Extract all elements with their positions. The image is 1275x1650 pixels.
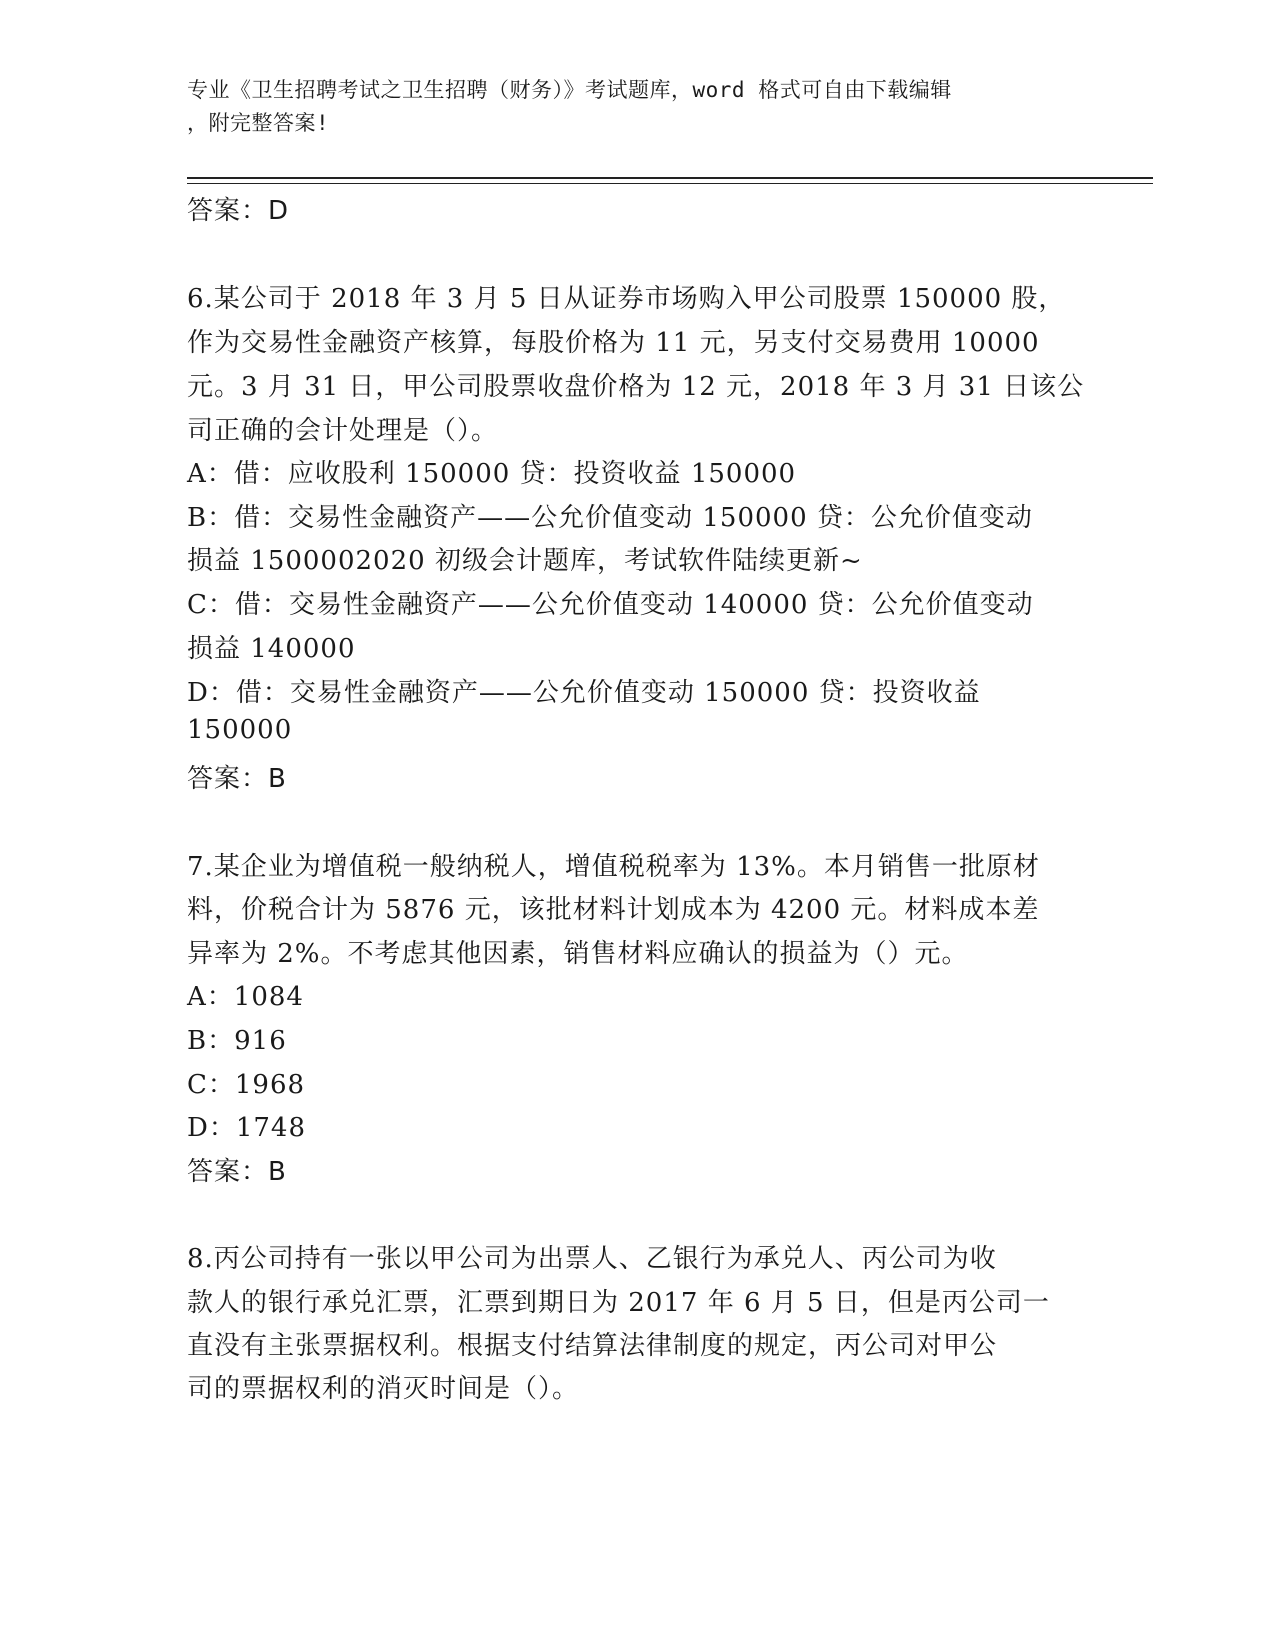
q7-stem-line-2: 料，价税合计为 5876 元，该批材料计划成本为 4200 元。材料成本差	[187, 895, 1040, 925]
q8-stem-line-3: 直没有主张票据权利。根据支付结算法律制度的规定，丙公司对甲公	[187, 1331, 998, 1361]
q6-answer: 答案：B	[187, 764, 287, 794]
q8-stem-line-1: 8.丙公司持有一张以甲公司为出票人、乙银行为承兑人、丙公司为收	[187, 1244, 997, 1274]
header-line-1: 专业《卫生招聘考试之卫生招聘（财务）》考试题库，word 格式可自由下载编辑	[187, 78, 952, 102]
q7-option-d: D：1748	[187, 1113, 307, 1143]
document-header	[187, 74, 1067, 140]
q7-stem-line-1: 7.某企业为增值税一般纳税人，增值税税率为 13%。本月销售一批原材	[187, 852, 1040, 882]
q8-stem-line-2: 款人的银行承兑汇票，汇票到期日为 2017 年 6 月 5 日，但是丙公司一	[187, 1288, 1050, 1318]
q6-option-c: C：借：交易性金融资产——公允价值变动 140000 贷：公允价值变动	[187, 590, 1034, 620]
prev-answer: 答案：D	[187, 196, 290, 226]
q6-option-d: D：借：交易性金融资产——公允价值变动 150000 贷：投资收益	[187, 678, 981, 708]
q6-option-c-cont: 损益 140000	[187, 634, 356, 664]
q6-stem-line-1: 6.某公司于 2018 年 3 月 5 日从证券市场购入甲公司股票 150000 股，	[187, 284, 1066, 314]
q7-option-c: C：1968	[187, 1070, 306, 1100]
q7-option-b: B：916	[187, 1026, 287, 1056]
header-divider-thick	[187, 177, 1153, 179]
q7-stem-line-3: 异率为 2%。不考虑其他因素，销售材料应确认的损益为（）元。	[187, 939, 969, 969]
q6-option-b-cont: 损益 1500002020 初级会计题库，考试软件陆续更新~	[187, 546, 863, 576]
q6-option-b: B：借：交易性金融资产——公允价值变动 150000 贷：公允价值变动	[187, 503, 1033, 533]
q6-option-d-cont: 150000	[187, 715, 293, 745]
q7-option-a: A：1084	[187, 982, 304, 1012]
header-divider-thin	[187, 183, 1153, 184]
header-line-2: ，附完整答案!	[187, 111, 330, 135]
q6-stem-line-4: 司正确的会计处理是（）。	[187, 416, 499, 446]
q6-stem-line-3: 元。3 月 31 日，甲公司股票收盘价格为 12 元，2018 年 3 月 31 日该公	[187, 372, 1085, 402]
q6-stem-line-2: 作为交易性金融资产核算，每股价格为 11 元，另支付交易费用 10000	[187, 328, 1040, 358]
q6-option-a: A：借：应收股利 150000 贷：投资收益 150000	[187, 459, 797, 489]
q7-answer: 答案：B	[187, 1157, 287, 1187]
q8-stem-line-4: 司的票据权利的消灭时间是（）。	[187, 1374, 580, 1404]
